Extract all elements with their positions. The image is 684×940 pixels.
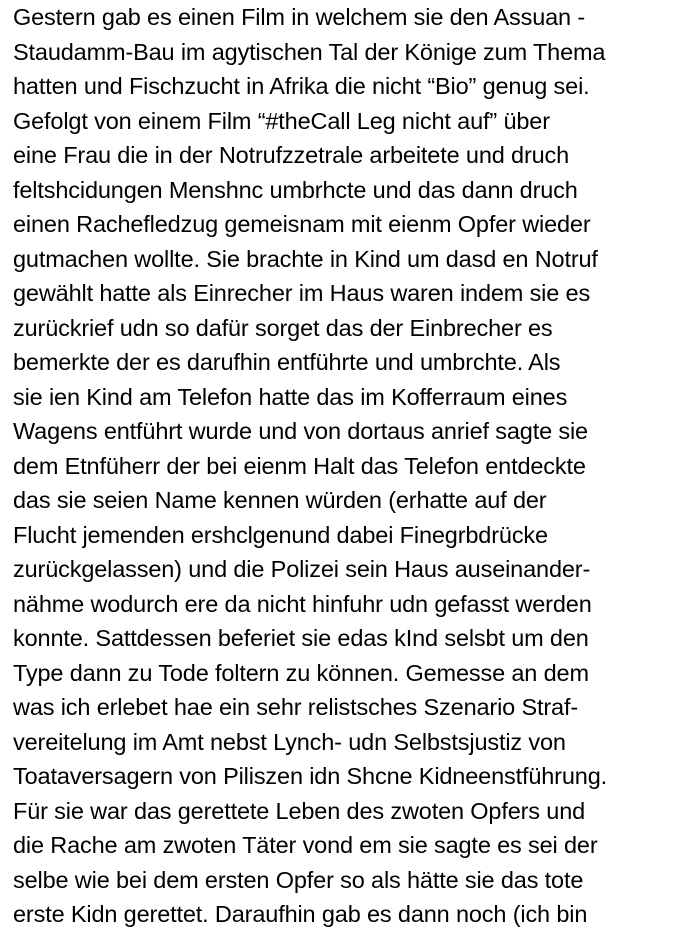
text-line: das sie seien Name kennen würden (erhatte auf der: [13, 487, 547, 513]
text-line: Gestern gab es einen Film in welchem sie den Assuan -: [13, 4, 586, 30]
text-line: Staudamm-Bau im agytischen Tal der Könige zum Thema: [13, 38, 606, 65]
text-line: dem Etnfüherr der bei eienm Halt das Telefon entdeckte: [13, 452, 586, 479]
text-line: Type dann zu Tode foltern zu können. Gemesse an dem: [13, 659, 589, 686]
text-line: gewählt hatte als Einrecher im Haus waren indem sie es: [13, 280, 591, 306]
text-line: Wagens entführt wurde und von dortaus anrief sagte sie: [13, 418, 588, 444]
text-line: selbe wie bei dem ersten Opfer so als hätte sie das tote: [13, 866, 584, 893]
document-page: [13, 0, 684, 940]
text-line: nähme wodurch ere da nicht hinfuhr udn gefasst werden: [13, 590, 592, 617]
text-line: eine Frau die in der Notrufzzetrale arbeitete und druch: [13, 142, 570, 168]
text-line: was ich erlebet hae ein sehr relistsches Szenario Straf-: [13, 694, 579, 720]
text-line: die Rache am zwoten Täter vond em sie sagte es sei der: [13, 832, 598, 858]
text-line: zurückgelassen) und die Polizei sein Haus auseinander-: [13, 556, 591, 582]
text-line: erste Kidn gerettet. Daraufhin gab es dann noch (ich bin: [13, 901, 588, 927]
text-line: sie ien Kind am Telefon hatte das im Kofferraum eines: [13, 383, 568, 410]
text-line: bemerkte der es darufhin entführte und umbrchte. Als: [13, 349, 561, 375]
text-line: zurückrief udn so dafür sorget das der Einbrecher es: [13, 314, 553, 341]
text-line: hatten und Fischzucht in Afrika die nicht “Bio” genug sei.: [13, 73, 590, 99]
text-line: vereitelung im Amt nebst Lynch- udn Selbstsjustiz von: [13, 728, 566, 755]
text-line: feltshcidungen Menshnc umbrhcte und das dann druch: [13, 176, 578, 203]
text-line: Für sie war das gerettete Leben des zwoten Opfers und: [13, 797, 586, 824]
text-line: gutmachen wollte. Sie brachte in Kind um dasd en Notruf: [13, 245, 598, 272]
text-line: konnte. Sattdessen beferiet sie edas kInd selsbt um den: [13, 625, 589, 651]
text-line: Toataversagern von Piliszen idn Shcne Kidneenstführung.: [13, 763, 607, 789]
text-line: einen Rachefledzug gemeisnam mit eienm Opfer wieder: [13, 211, 591, 237]
text-line: Gefolgt von einem Film “#theCall Leg nicht auf” über: [13, 107, 550, 134]
text-line: Flucht jemenden ershclgenund dabei Finegrbdrücke: [13, 521, 548, 548]
